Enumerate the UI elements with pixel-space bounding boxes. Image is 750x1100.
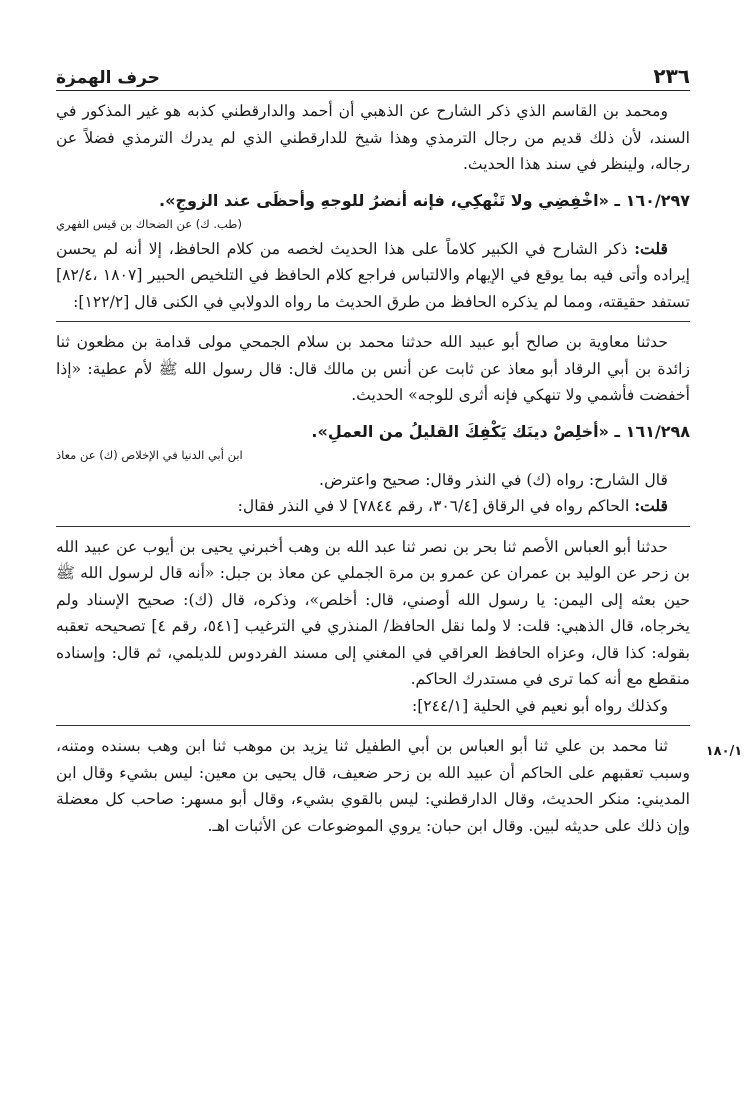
- qult-label: قلت:: [634, 238, 668, 258]
- separator: [56, 725, 690, 726]
- hadith-298-commentary: [56, 493, 690, 520]
- hadith-298-sharih: قال الشارح: رواه (ك) في النذر وقال: صحيح واعترض.: [318, 470, 668, 489]
- separator: [56, 321, 690, 322]
- margin-reference: ١٨٠/١: [705, 744, 743, 759]
- hadith-297-heading: ١٦٠/٢٩٧ ـ «اخْفِضِي ولا تَنْهكِي، فإنه أنضرُ للوجهِ وأحظَى عند الزوجِ».: [159, 190, 690, 210]
- hadith-297-chain: حدثنا معاوية بن صالح أبو عبيد الله حدثنا محمد بن سلام الجمحي مولى قدامة بن مظعون ثنا زائدة بن أبي الرقاد أبو معاذ عن ثابت عن أنس بن مالك قال: قال رسول الله ﷺ لأم عطية: «إذا أخفضت فأشمي ولا تنهكي فإنه أثرى للوجه» الحديث.: [56, 333, 690, 404]
- hadith-297-source: (طب. ك) عن الضحاك بن قيس الفهري: [56, 216, 242, 231]
- page-header: [56, 58, 690, 88]
- page-number: ٢٣٦: [653, 64, 690, 88]
- hadith-298-chain: حدثنا أبو العباس الأصم ثنا بحر بن نصر ثنا عبد الله بن وهب أخبرني يحيى بن أيوب عن عبيد الله بن زحر عن الوليد بن عمران عن عمرو بن مرة الجملي عن معاذ بن جبل: «أنه قال لرسول الله ﷺ حين بعثه إلى اليمن: يا رسول الله أوصني، قال: أخلص»، وذكره، قال (ك): صحيح الإسناد ولم يخرجاه، قال الذهبي: قلت: لا ولما نقل الحافظ/ المنذري في الترغيب [٥٤١، رقم ٤] تصحيحه تعقبه بقوله: كذا قال، وعزاه الحافظ العراقي في المغني إلى مسند الفردوس للديلمي، ثم قال: وإسناده منقطع مع أنه كما ترى في مستدرك الحاكم.: [56, 537, 691, 688]
- commentary-text: ذكر الشارح في الكبير كلاماً على هذا الحديث لخصه من كلام الحافظ، إلا أنه لم يحسن إيراده وأتى فيه بما يوقع في الإيهام والالتباس فراجع كلام الحافظ في التلخيص الحبير [١٨٠٧ ،٨٢/٤] تستفد حقيقته، ومما لم يذكره الحافظ من طرق الحديث ما رواه الدولابي في الكنى قال [١٢٢/٢]:: [56, 239, 690, 311]
- chapter-title: حرف الهمزة: [56, 68, 160, 88]
- separator: [56, 526, 690, 527]
- hadith-297-commentary: [56, 236, 690, 316]
- qult-label: قلت:: [634, 496, 668, 515]
- paragraph-continuation: ومحمد بن القاسم الذي ذكر الشارح عن الذهبي أن أحمد والدارقطني كذبه هو غير المذكور في السند، لأن ذلك قديم من رجال الترمذي وهذا شيخ للدارقطني الذي لم يدرك الترمذي فضلاً عن رجاله، ولينظر في سند هذا الحديث.: [56, 102, 690, 173]
- page-body: [56, 98, 690, 839]
- header-rule: [56, 90, 690, 91]
- hilya-chain: ثنا محمد بن علي ثنا أبو العباس بن أبي الطفيل ثنا يزيد بن موهب ثنا ابن وهب بسنده ومتنه، وسبب تعقبهم على الحاكم أن عبيد الله بن زحر ضعيف، قال يحيى بن معين: ليس بشيء وقال ابن المديني: منكر الحديث، وقال الدارقطني: ليس بالقوي بشيء، وقال أبو مسهر: صاحب كل معضلة وإن ذلك على حديثه لبين. وقال ابن حبان: يروي الموضوعات عن الأثبات اهـ.: [56, 737, 690, 835]
- hadith-298-heading: ١٦١/٢٩٨ ـ «أخلِصْ دينَك يَكْفِكَ القليلُ من العملِ».: [311, 421, 690, 441]
- hadith-298-source: ابن أبي الدنيا في الإخلاص (ك) عن معاذ: [56, 447, 243, 462]
- commentary-text: الحاكم رواه في الرقاق [٣٠٦/٤، رقم ٧٨٤٤] لا في النذر فقال:: [237, 497, 630, 515]
- hilya-reference: وكذلك رواه أبو نعيم في الحلية [٢٤٤/١]:: [411, 696, 668, 715]
